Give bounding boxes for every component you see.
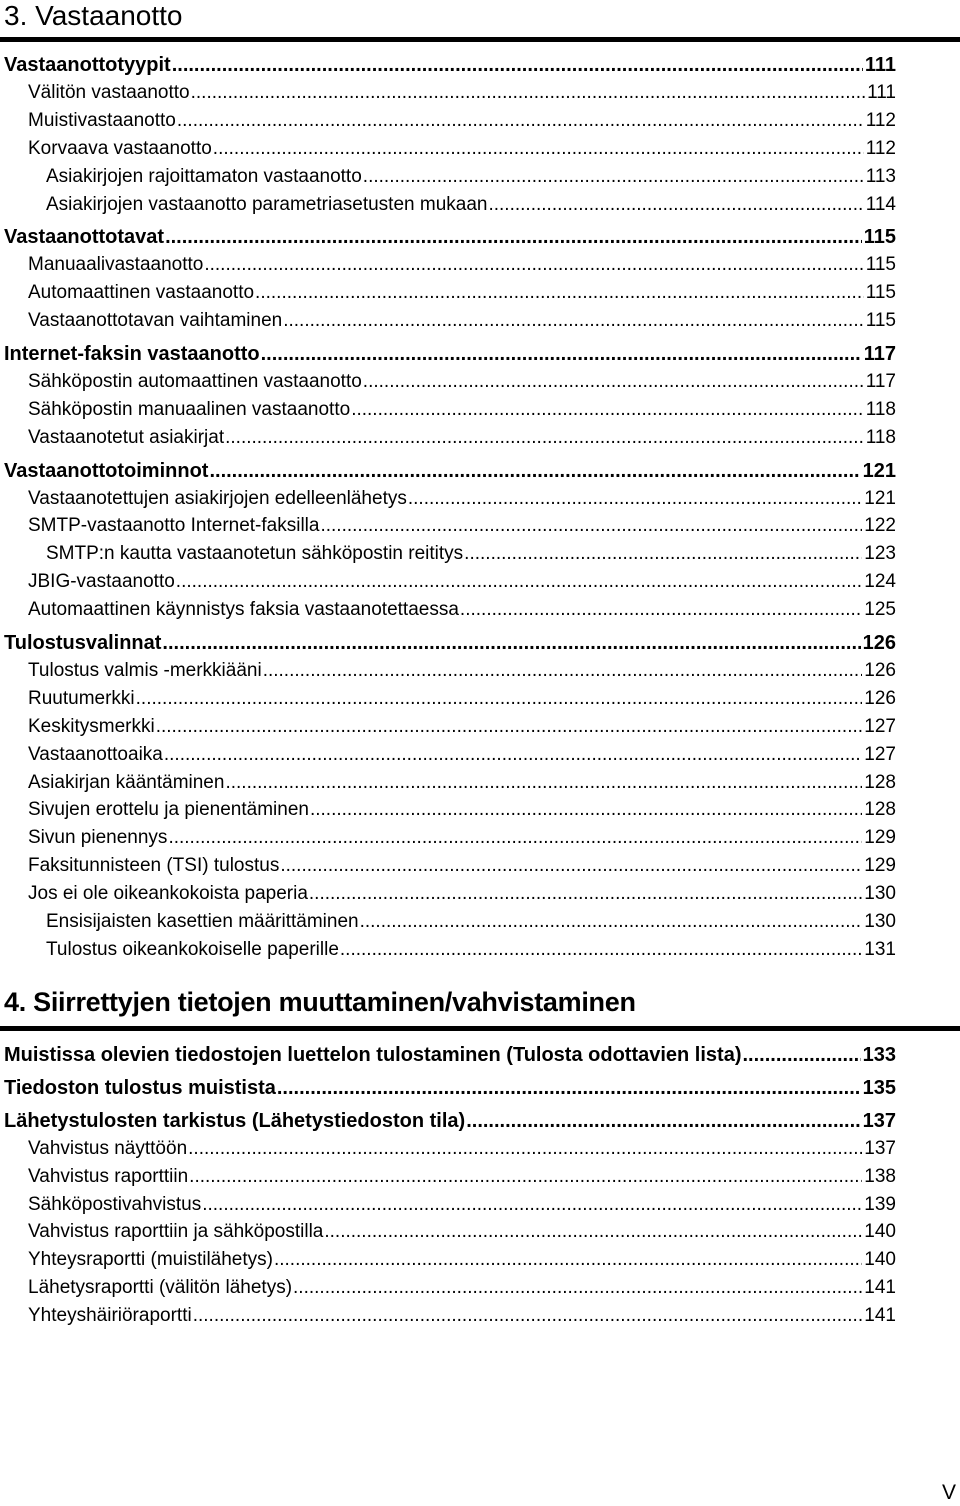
toc-entry[interactable]	[28, 595, 896, 623]
toc-dot-leader	[225, 770, 862, 796]
toc-entry-label: Internet-faksin vastaanotto	[4, 343, 260, 365]
toc-entry[interactable]	[46, 907, 896, 935]
toc-entry-label: Yhteyshäiriöraportti	[28, 1305, 192, 1327]
toc-dot-leader	[255, 280, 864, 306]
toc-entry-page: 118	[865, 426, 896, 448]
toc-dot-leader	[188, 1136, 862, 1162]
toc-entry-label: Tulostusvalinnat	[4, 632, 162, 654]
toc-entry-page: 124	[864, 571, 896, 593]
toc-dot-leader	[283, 308, 863, 334]
toc-entry-label: Vahvistus raporttiin	[28, 1165, 189, 1187]
toc-entry-page: 114	[865, 193, 896, 215]
toc-dot-leader	[310, 797, 862, 823]
toc-entry[interactable]	[28, 823, 896, 851]
toc-entry[interactable]	[28, 1162, 896, 1190]
toc-entry[interactable]	[4, 628, 896, 656]
toc-entry-page: 129	[864, 827, 896, 849]
toc-entry-label: Vastaanottotavan vaihtaminen	[28, 310, 283, 332]
toc-dot-leader	[225, 425, 864, 451]
toc-entry-page: 128	[864, 799, 896, 821]
page-number: V	[941, 1481, 956, 1504]
toc-dot-leader	[309, 881, 862, 907]
toc-entry[interactable]	[28, 1190, 896, 1218]
toc-entry[interactable]	[28, 740, 896, 768]
toc-dot-leader	[324, 1219, 862, 1245]
toc-entry[interactable]	[28, 484, 896, 512]
toc-dot-leader	[261, 341, 862, 367]
toc-entry-page: 126	[864, 687, 896, 709]
toc-entry-page: 111	[867, 81, 896, 103]
chapter-3-rule	[0, 37, 960, 42]
toc-dot-leader	[176, 569, 863, 595]
toc-entry[interactable]	[4, 1073, 896, 1101]
toc-dot-leader	[204, 252, 863, 278]
toc-entry-page: 140	[864, 1221, 896, 1243]
toc-entry[interactable]	[46, 162, 896, 190]
toc-entry-page: 138	[864, 1165, 896, 1187]
toc-entry-label: Keskitysmerkki	[28, 715, 155, 737]
toc-dot-leader	[213, 136, 864, 162]
toc-entry-page: 133	[862, 1044, 896, 1066]
toc-entry-label: SMTP-vastaanotto Internet-faksilla	[28, 515, 320, 537]
toc-entry-page: 113	[865, 165, 896, 187]
toc-dot-leader	[193, 1303, 863, 1329]
toc-entry-label: Ruutumerkki	[28, 687, 135, 709]
toc-entry-label: Tulostus valmis -merkkiääni	[28, 659, 262, 681]
toc-entry[interactable]	[28, 78, 896, 106]
toc-entry[interactable]	[28, 278, 896, 306]
toc-entry-label: Asiakirjojen vastaanotto parametriasetusten mukaan	[46, 193, 488, 215]
toc-entry-label: Asiakirjan kääntäminen	[28, 771, 225, 793]
toc-entry[interactable]	[28, 712, 896, 740]
toc-dot-leader	[136, 686, 863, 712]
toc-entry[interactable]	[28, 656, 896, 684]
toc-entry-page: 141	[864, 1305, 896, 1327]
toc-entry[interactable]	[28, 250, 896, 278]
toc-entry-label: JBIG-vastaanotto	[28, 571, 175, 593]
toc-entry-label: Sivujen erottelu ja pienentäminen	[28, 799, 309, 821]
chapter-4-title: 4. Siirrettyjen tietojen muuttaminen/vahvistaminen	[4, 987, 636, 1017]
toc-dot-leader	[263, 658, 863, 684]
toc-entry-page: 117	[863, 343, 896, 365]
toc-dot-leader	[340, 937, 862, 963]
toc-dot-leader	[280, 853, 862, 879]
toc-entry-page: 125	[864, 599, 896, 621]
toc-dot-leader	[351, 397, 864, 423]
toc-entry[interactable]	[28, 423, 896, 451]
toc-entry-page: 141	[864, 1277, 896, 1299]
toc-entry[interactable]	[28, 795, 896, 823]
toc-entry[interactable]	[4, 222, 896, 250]
toc-entry-label: Tiedoston tulostus muistista	[4, 1076, 276, 1099]
toc-entry-label: Manuaalivastaanotto	[28, 254, 204, 276]
toc-dot-leader	[202, 1192, 862, 1218]
toc-entry[interactable]	[28, 684, 896, 712]
toc-entry[interactable]	[28, 106, 896, 134]
toc-entry-label: Tulostus oikeankokoiselle paperille	[46, 938, 339, 960]
toc-entry[interactable]	[28, 367, 896, 395]
toc-entry[interactable]	[28, 567, 896, 595]
toc-entry-page: 121	[864, 487, 896, 509]
toc-entry-label: Vastaanottotavat	[4, 226, 165, 249]
toc-entry-page: 140	[864, 1249, 896, 1271]
toc-entry[interactable]	[28, 1134, 896, 1162]
toc-entry-label: Korvaava vastaanotto	[28, 137, 212, 159]
toc-entry-label: Lähetysraportti (välitön lähetys)	[28, 1277, 293, 1299]
toc-entry-label: Yhteysraportti (muistilähetys)	[28, 1249, 273, 1271]
toc-entry[interactable]	[46, 935, 896, 963]
toc-entry-page: 128	[864, 771, 896, 793]
toc-entry-page: 115	[865, 310, 896, 332]
toc-entry-label: Jos ei ole oikeankokoista paperia	[28, 883, 308, 905]
toc-entry-label: Asiakirjojen rajoittamaton vastaanotto	[46, 165, 362, 187]
toc-entry[interactable]	[46, 190, 896, 218]
toc-dot-leader	[320, 513, 862, 539]
toc-entry[interactable]	[28, 395, 896, 423]
toc-entry-label: Vastaanotettujen asiakirjojen edelleenlähetys	[28, 487, 407, 509]
toc-dot-leader	[168, 825, 862, 851]
toc-entry[interactable]	[28, 1301, 896, 1329]
toc-entry-label: Automaattinen vastaanotto	[28, 282, 255, 304]
toc-entry-page: 129	[864, 855, 896, 877]
toc-entry[interactable]	[4, 339, 896, 367]
toc-entry-label: Muistissa olevien tiedostojen luettelon tulostaminen (Tulosta odottavien lista)	[4, 1044, 742, 1066]
toc-entry[interactable]	[28, 1273, 896, 1301]
toc-dot-leader	[464, 541, 862, 567]
toc-entry-label: SMTP:n kautta vastaanotetun sähköpostin reititys	[46, 543, 464, 565]
toc-dot-leader	[488, 192, 863, 218]
toc-entry-page: 139	[864, 1193, 896, 1215]
toc-entry[interactable]	[28, 134, 896, 162]
toc-entry-label: Vahvistus näyttöön	[28, 1137, 188, 1159]
toc-entry-page: 130	[864, 883, 896, 905]
toc-dot-leader	[293, 1275, 862, 1301]
toc-dot-leader	[209, 458, 860, 484]
toc-entry-label: Sähköpostin automaattinen vastaanotto	[28, 370, 362, 392]
toc-dot-leader	[274, 1247, 862, 1273]
toc-dot-leader	[172, 52, 863, 78]
toc-entry[interactable]	[4, 1106, 896, 1134]
toc-dot-leader	[191, 80, 865, 106]
toc-entry-label: Ensisijaisten kasettien määrittäminen	[46, 911, 359, 932]
toc-entry-label: Vastaanotetut asiakirjat	[28, 426, 225, 448]
toc-entry-page: 115	[865, 282, 896, 304]
toc-dot-leader	[277, 1075, 861, 1101]
toc-entry[interactable]	[4, 50, 896, 78]
toc-entry-page: 127	[864, 715, 896, 737]
toc-entry[interactable]	[28, 879, 896, 907]
toc-entry[interactable]	[28, 1245, 896, 1273]
toc-entry-label: Välitön vastaanotto	[28, 81, 190, 103]
toc-dot-leader	[162, 630, 860, 656]
toc-entry-page: 127	[864, 743, 896, 765]
toc-dot-leader	[408, 486, 862, 512]
toc-entry-page: 117	[865, 370, 896, 392]
toc-entry-page: 137	[862, 1109, 896, 1132]
toc-entry[interactable]	[28, 768, 896, 796]
chapter-3-title: 3. Vastaanotto	[4, 0, 183, 31]
toc-entry-page: 126	[864, 659, 896, 681]
toc-entry-label: Sähköpostin manuaalinen vastaanotto	[28, 398, 351, 420]
toc-dot-leader	[363, 369, 864, 395]
toc-dot-leader	[156, 714, 863, 740]
toc-entry-page: 123	[864, 543, 896, 565]
toc-entry[interactable]	[28, 511, 896, 539]
toc-entry[interactable]	[28, 851, 896, 879]
toc-entry-label: Vahvistus raporttiin ja sähköpostilla	[28, 1221, 324, 1243]
toc-entry[interactable]	[46, 539, 896, 567]
toc-entry-page: 122	[864, 515, 896, 537]
toc-entry-label: Lähetystulosten tarkistus (Lähetystiedoston tila)	[4, 1109, 466, 1132]
toc-entry-page: 131	[864, 938, 896, 960]
toc-dot-leader	[363, 164, 864, 190]
toc-entry-label: Automaattinen käynnistys faksia vastaanotettaessa	[28, 599, 459, 621]
chapter-4-rule	[0, 1026, 960, 1031]
toc-dot-leader	[360, 909, 863, 935]
toc-entry-label: Sähköpostivahvistus	[28, 1193, 202, 1215]
toc-entry-page: 115	[863, 226, 896, 249]
toc-entry-label: Sivun pienennys	[28, 827, 168, 849]
toc-entry[interactable]	[28, 306, 896, 334]
toc-entry-page: 112	[865, 109, 896, 131]
toc-entry-page: 112	[865, 137, 896, 159]
toc-entry-page: 121	[862, 459, 896, 482]
toc-entry-label: Muistivastaanotto	[28, 109, 176, 131]
toc-entry-label: Vastaanottoaika	[28, 743, 163, 765]
toc-entry-page: 118	[865, 398, 896, 420]
toc-entry-page: 137	[864, 1137, 896, 1159]
toc-entry-page: 115	[865, 254, 896, 276]
toc-entry-label: Faksitunnisteen (TSI) tulostus	[28, 855, 280, 877]
toc-dot-leader	[460, 597, 862, 623]
toc-dot-leader	[177, 108, 864, 134]
toc-entry[interactable]	[28, 1217, 896, 1245]
toc-entry-page: 111	[864, 54, 896, 76]
toc-dot-leader	[164, 742, 862, 768]
toc-entry-page: 130	[864, 911, 896, 932]
toc-entry-page: 126	[862, 632, 896, 654]
toc-dot-leader	[466, 1108, 860, 1134]
toc-entry[interactable]	[4, 1040, 896, 1068]
toc-entry-label: Vastaanottotyypit	[4, 54, 171, 76]
toc-dot-leader	[743, 1042, 861, 1068]
toc-dot-leader	[189, 1164, 862, 1190]
toc-entry-label: Vastaanottotoiminnot	[4, 459, 209, 482]
toc-entry-page: 135	[862, 1076, 896, 1099]
toc-dot-leader	[165, 224, 862, 250]
toc-entry[interactable]	[4, 456, 896, 484]
